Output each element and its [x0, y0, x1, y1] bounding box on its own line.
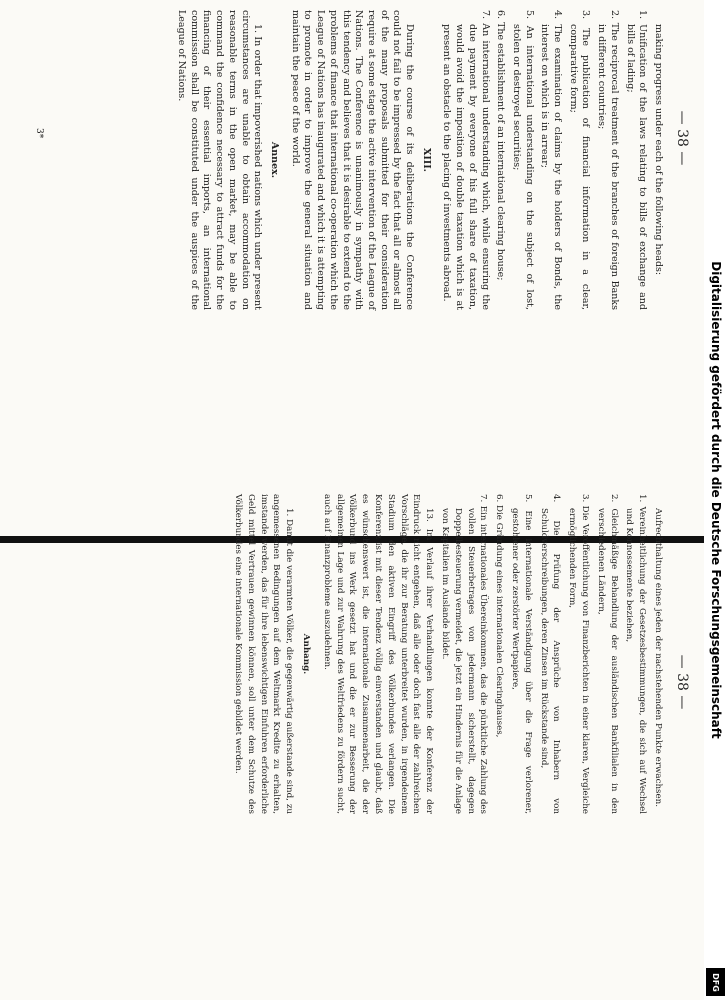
english-item: 6. The establishment of an international clearing house; [495, 10, 507, 281]
english-item: 5. An international understanding on the subject of lost, stolen or destroyed securities; [510, 10, 535, 310]
german-column [228, 494, 664, 814]
english-annex-title: Annex. [269, 141, 281, 179]
german-section-text: 13. Im Verlauf ihrer Verhandlungen konnte der Konferenz der Eindruck nicht entgehen, daß alle oder doch fast alle der zahlreichen Vorschläge, die ihr zur Beratung unterbreitet wurden, in irgendeinem Stadium den aktiven Eingriff des Völkerbundes verlangen. Die Konferenz ist mit dieser Tendenz völlig einverstanden und glaubt, daß es wünschenswert ist, die internationale Zusammenarbeit, die der Völkerbund ins Werk gesetzt hat und die er zur Besserung der allgemeinen Lage und zur Wahrung des Weltfriedens zu fördern sucht, auch auf Finanzprobleme auszudehnen. [321, 494, 435, 814]
english-section-heading: XIII. [420, 147, 432, 172]
dfg-logo-text: DFG [710, 972, 720, 992]
footnote-mark: 3* [34, 128, 44, 139]
side-banner [704, 0, 727, 1000]
german-item: 6. Die Gründung eines internationalen Clearinghauses, [494, 494, 505, 738]
german-annex-title: Anhang. [301, 633, 312, 675]
english-item: 3. The publication of financial information in a clear, comparative form; [567, 10, 592, 310]
english-item: 7. An international understanding which, while ensuring the due payment by everyone of his full share of taxation, would avoid the imposition of double taxation which is at present an obstacle to the placing of investments abroad. [441, 10, 491, 310]
page-number: — 38 — [674, 654, 690, 710]
german-annex-text: 1. Damit die verarmten Völker, die gegenwärtig außerstande sind, zu angemessenen Bedingungen auf dem Weltmarkt Kredite zu erhalten, imstande werden, das für ihre lebenswichtigen Einfuhren erforderliche Geld mittel Vertrauen gewinnen können, soll unter dem Schutze des Völkerbundes eine internationale Kommission gebildet werden. [233, 494, 295, 814]
bottom-page-spread [0, 194, 704, 1000]
english-section-text: During the course of its deliberations the Conference could not fail to be impressed by the fact that all or almost all of the many proposals submitted for their consideration require at some stage the active intervention of the League of Nations. The Conference is unanimously in sympathy with this tendency and believes that it is desirable to extend to the problems of finance that international co-operation which the League of Nations has inaugurated and which it is attempting to promote in order to improve the general situation and maintain the peace of the world. [289, 10, 416, 310]
german-item: 1. Vereinheitlichung der Gesetzesbestimmungen, die sich auf Wechsel und Konnossemente beziehen, [624, 494, 648, 814]
german-item: 5. Eine internationale Verständigung über die Frage verlorener, gestohlener oder zerstörter Wertpapiere, [510, 494, 533, 814]
english-item: 4. The examination of claims by the holders of Bonds, the interest on which is in arrear; [539, 10, 564, 310]
page-number: — 38 — [674, 110, 690, 166]
german-intro: Aufrechthaltung eines jeden der nachstehenden Punkte erwachsen. [653, 508, 663, 808]
english-item: 2. The reciprocal treatment of the branches of foreign Banks in different countries; [596, 10, 620, 310]
english-item: 1. Unification of the laws relating to bills of exchange and bills of lading; [624, 10, 649, 310]
english-intro: making progress under each of the following heads: [653, 24, 664, 276]
funding-notice: Digitalisierung gefördert durch die Deutsche Forschungsgemeinschaft [708, 261, 723, 739]
dfg-logo-icon [706, 968, 725, 996]
german-item: 4. Die Prüfung der Ansprüche von Inhabern von Schuldverschreibungen, deren Zinsen im Rückstande sind, [538, 494, 562, 814]
german-item: 3. Die Veröffentlichung von Finanzberichten in einer klaren, Vergleiche ermöglichenden Form, [567, 494, 591, 814]
english-annex-text: 1. In order that impoverished nations which under present circumstances are unable to obtain accommodation on reasonable terms in the open market, may be able to command the confidence necessary to attract funds for the financing of their essential imports, an international commission shall be constituted under the auspices of the League of Nations. [176, 10, 264, 310]
german-item: 7. Ein internationales Übereinkommen, das die pünktliche Zahlung des vollen Steuerbetrages von jedermann sicherstellt, dagegen Doppelbesteuerung vermeidet, die jetzt ein Hindernis für die Anlage von Kapitalien im Auslande bildet. [440, 494, 489, 814]
german-item: 2. Gleichmäßige Behandlung der ausländischen Bankfilialen in den verschiedenen Ländern, [595, 494, 619, 814]
